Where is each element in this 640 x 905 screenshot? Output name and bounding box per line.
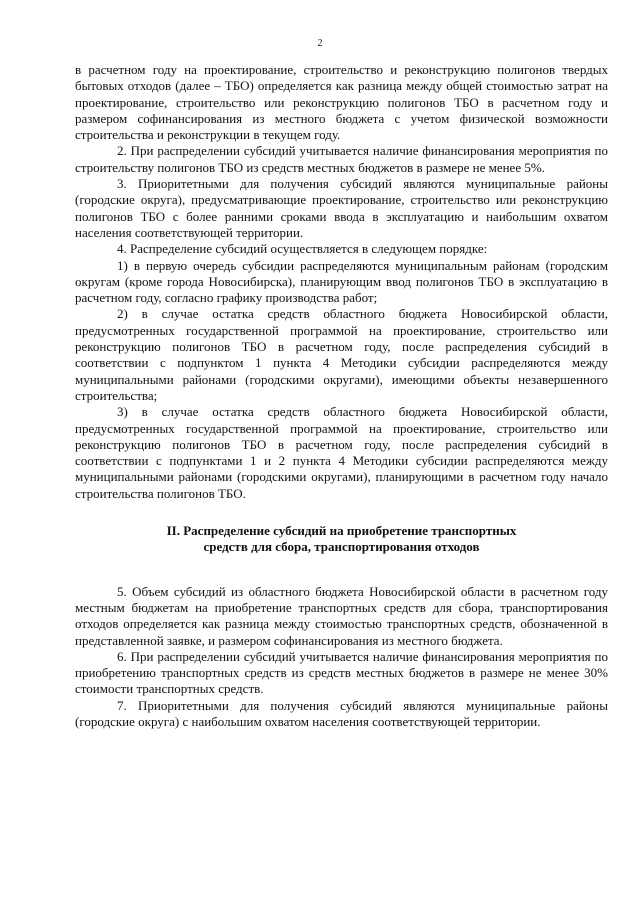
paragraph-continuation: в расчетном году на проектирование, строительство и реконструкцию полигонов твердых бытовых отходов (далее – ТБО) определяется как разница между общей стоимостью затрат на проектирование, строительство или реконструкцию полигонов ТБО в расчетном году и размером софинансирования из местного бюджета с учетом физической возможности строительства и реконструкции в текущем году. [75, 62, 608, 143]
document-body [75, 62, 608, 730]
paragraph-item-7: 7. Приоритетными для получения субсидий являются муниципальные районы (городские округа) с наибольшим охватом населения соответствующей территории. [75, 697, 608, 729]
paragraph-item-6: 6. При распределении субсидий учитывается наличие финансирования мероприятия по приобретению транспортных средств из средств местных бюджетов в размере не менее 30% стоимости транспортных средств. [75, 648, 608, 697]
paragraph-item-4: 4. Распределение субсидий осуществляется в следующем порядке: [117, 241, 488, 257]
paragraph-item-3: 3. Приоритетными для получения субсидий являются муниципальные районы (городские округа), предусматривающие проектирование, строительство или реконструкцию полигонов ТБО с более ранними сроками ввода в эксплуатацию и наибольшим охватом населения соответствующей территории. [75, 176, 608, 240]
subparagraph-2: 2) в случае остатка средств областного бюджета Новосибирской области, предусмотренных государственной программой на проектирование, строительство или реконструкцию полигонов ТБО в расчетном году, после распределения субсидий в соответствии с подпунктом 1 пункта 4 Методики субсидии распределяются между муниципальными районами (городскими округами), имеющими объекты незавершенного строительства; [75, 306, 608, 403]
subparagraph-1: 1) в первую очередь субсидии распределяются муниципальным районам (городским округам (кроме города Новосибирска), планирующим ввод полигонов ТБО в эксплуатацию в расчетном году, согласно графику производства работ; [75, 257, 608, 306]
subparagraph-3: 3) в случае остатка средств областного бюджета Новосибирской области, предусмотренных государственной программой на проектирование, строительство или реконструкцию полигонов ТБО в расчетном году, после распределения субсидий в соответствии с подпунктами 1 и 2 пункта 4 Методики субсидии распределяются между муниципальными районами (городскими округами), планирующими в расчетном году начало строительства полигонов ТБО. [75, 404, 608, 501]
page-number: 2 [317, 38, 323, 49]
section-heading [95, 523, 588, 556]
paragraph-item-2: 2. При распределении субсидий учитывается наличие финансирования мероприятия по строительству полигонов ТБО из средств местных бюджетов в размере не менее 5%. [75, 143, 608, 175]
paragraph-item-5: 5. Объем субсидий из областного бюджета Новосибирской области в расчетном году местным бюджетам на приобретение транспортных средств для сбора, транспортирования отходов определяется как разница между стоимостью транспортных средств, обозначенной в представленной заявке, и размером софинансирования из местного бюджета. [75, 583, 608, 648]
section-heading-line-1: II. Распределение субсидий на приобретение транспортных [166, 523, 517, 539]
section-heading-line-2: средств для сбора, транспортирования отходов [203, 539, 480, 555]
